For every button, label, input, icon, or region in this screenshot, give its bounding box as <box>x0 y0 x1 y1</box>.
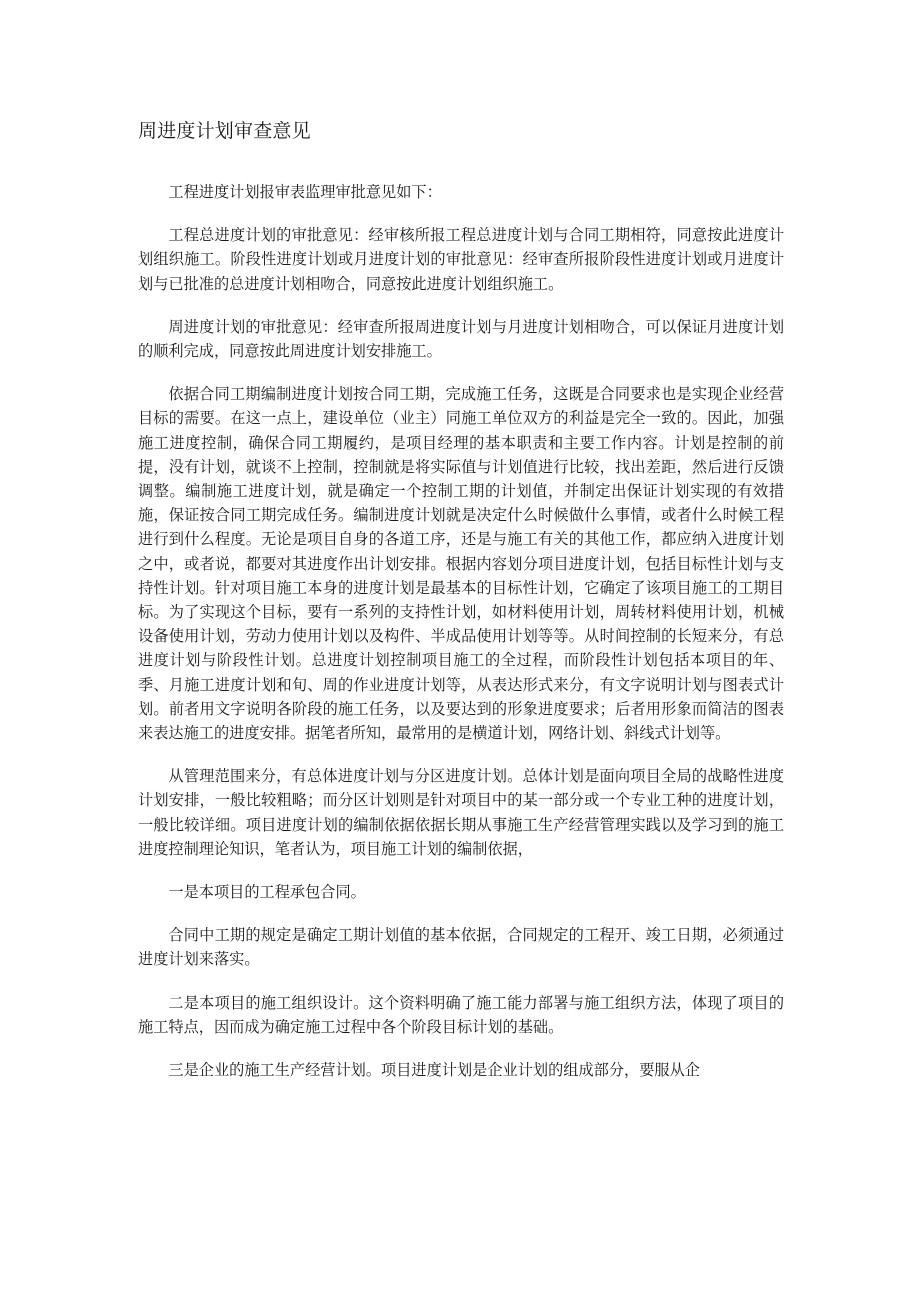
document-body <box>138 118 784 1101</box>
paragraph-contract-period-basis: 依据合同工期编制进度计划按合同工期，完成施工任务，这既是合同要求也是实现企业经营目标的需要。在这一点上，建设单位（业主）同施工单位双方的利益是完全一致的。因此，加强施工进度控制，确保合同工期履约，是项目经理的基本职责和主要工作内容。计划是控制的前提，没有计划，就谈不上控制，控制就是将实际值与计划值进行比较，找出差距，然后进行反馈调整。编制施工进度计划，就是确定一个控制工期的计划值，并制定出保证计划实现的有效措施，保证按合同工期完成任务。编制进度计划就是决定什么时候做什么事情，或者什么时候工程进行到什么程度。无论是项目自身的各道工序，还是与施工有关的其他工作，都应纳入进度计划之中，或者说，都要对其进度作出计划安排。根据内容划分项目进度计划，包括目标性计划与支持性计划。针对项目施工本身的进度计划是最基本的目标性计划，它确定了该项目施工的工期目标。为了实现这个目标，要有一系列的支持性计划，如材料使用计划，周转材料使用计划，机械设备使用计划，劳动力使用计划以及构件、半成品使用计划等等。从时间控制的长短来分，有总进度计划与阶段性计划。总进度计划控制项目施工的全过程，而阶段性计划包括本项目的年、季、月施工进度计划和旬、周的作业进度计划等，从表达形式来分，有文字说明计划与图表式计划。前者用文字说明各阶段的施工任务，以及要达到的形象进度要求；后者用形象而简洁的图表来表达施工的进度安排。据笔者所知，最常用的是横道计划，网络计划、斜线式计划等。 <box>138 385 784 743</box>
document-title: 周进度计划审查意见 <box>138 120 311 142</box>
paragraph-basis-two: 二是本项目的施工组织设计。这个资料明确了施工能力部署与施工组织方法，体现了项目的施工特点，因而成为确定施工过程中各个阶段目标计划的基础。 <box>138 993 784 1036</box>
paragraph-management-scope: 从管理范围来分，有总体进度计划与分区进度计划。总体计划是面向项目全局的战略性进度计划安排，一般比较粗略；而分区计划则是针对项目中的某一部分或一个专业工种的进度计划，一般比较详细。项目进度计划的编制依据依据长期从事施工生产经营管理实践以及学习到的施工进度控制理论知识，笔者认为，项目施工计划的编制依据， <box>138 767 784 858</box>
paragraph-weekly-schedule-opinion: 周进度计划的审批意见：经审查所报周进度计划与月进度计划相吻合，可以保证月进度计划的顺利完成，同意按此周进度计划安排施工。 <box>138 317 784 361</box>
paragraph-contract-period-rule: 合同中工期的规定是确定工期计划值的基本依据，合同规定的工程开、竣工日期，必须通过进度计划来落实。 <box>138 926 784 969</box>
paragraph-basis-three: 三是企业的施工生产经营计划。项目进度计划是企业计划的组成部分，要服从企 <box>168 1061 700 1080</box>
paragraph-intro: 工程进度计划报审表监理审批意见如下： <box>168 183 442 201</box>
paragraph-basis-one: 一是本项目的工程承包合同。 <box>168 883 366 902</box>
paragraph-total-schedule-opinion: 工程总进度计划的审批意见：经审核所报工程总进度计划与合同工期相符，同意按此进度计划组织施工。阶段性进度计划或月进度计划的审批意见：经审查所报阶段性进度计划或月进度计划与已批准的总进度计划相吻合，同意按此进度计划组织施工。 <box>138 226 784 293</box>
